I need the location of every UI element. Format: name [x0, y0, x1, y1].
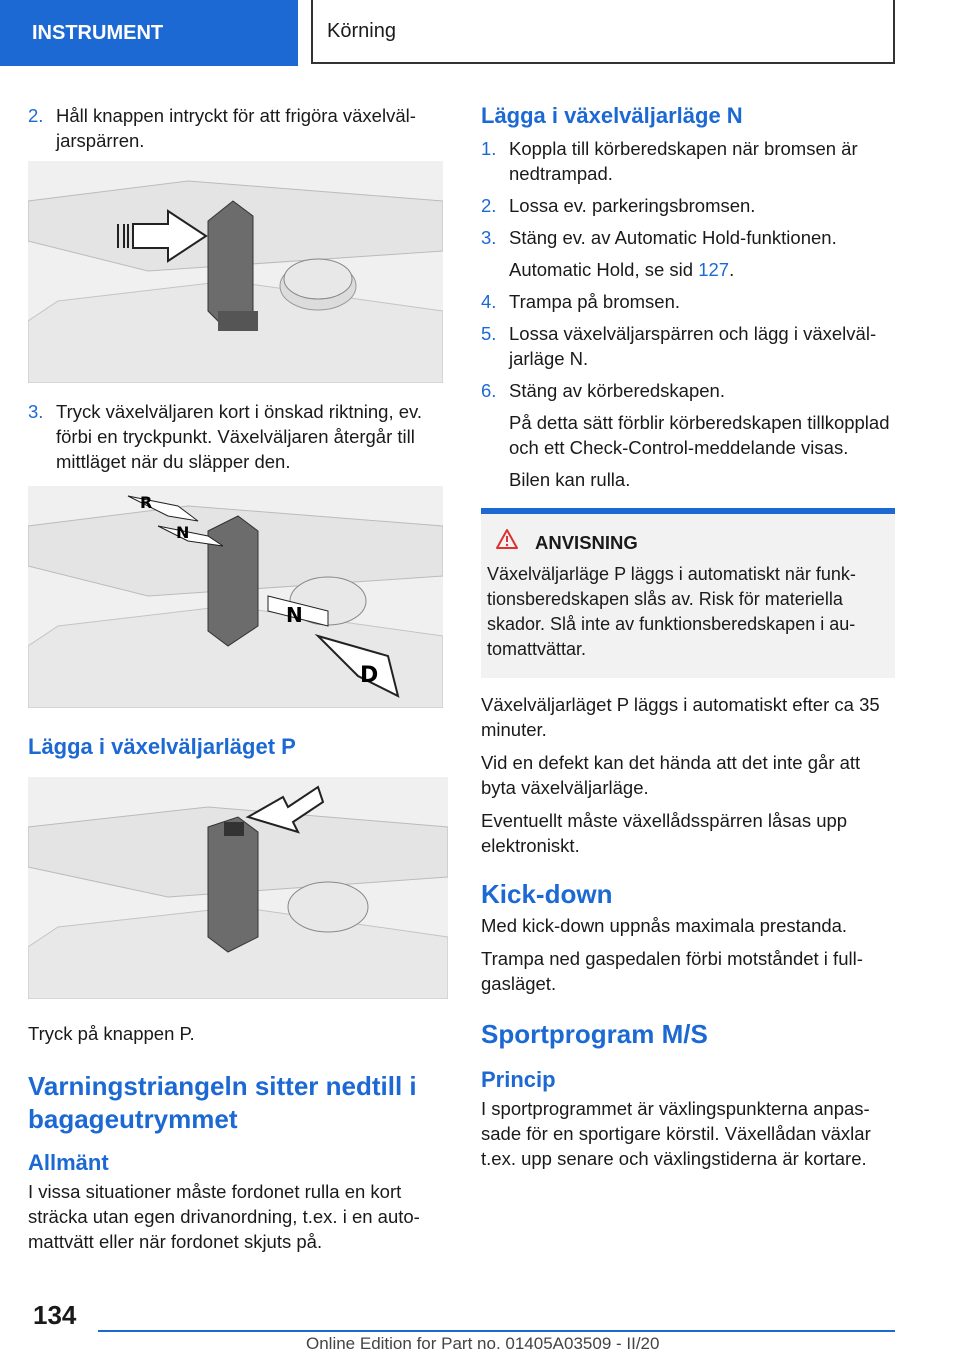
step-number: 4.	[481, 291, 497, 312]
notice-header	[487, 528, 887, 556]
step-6-note: Bilen kan rulla.	[509, 469, 631, 490]
step-text: Koppla till körberedskapen när bromsen är nedtrampad.	[509, 138, 858, 184]
left-column	[28, 103, 448, 1262]
figure-label-n: N	[176, 523, 190, 542]
step-text: Stäng ev. av Automatic Hold-funktionen.	[509, 227, 837, 248]
step-text: Stäng av körberedskapen.	[509, 380, 725, 401]
page-link[interactable]: 127	[698, 259, 730, 280]
step-number: 5.	[481, 323, 497, 344]
right-column	[481, 103, 895, 1179]
notice-box	[481, 508, 895, 678]
chapter-tab: Körning	[311, 0, 895, 64]
heading-principle: Princip	[481, 1067, 556, 1092]
heading-kickdown: Kick-down	[481, 879, 613, 909]
figure-label-d: D	[360, 663, 379, 688]
step-number: 2.	[481, 195, 497, 216]
general-text: I vissa situationer måste fordonet rulla en kort sträcka utan egen drivanordning, t.ex. i en automattvätt eller när fordonet skjuts på.	[28, 1181, 420, 1252]
step-5	[481, 321, 895, 371]
heading-sport-program: Sportprogram M/S	[481, 1019, 708, 1049]
paragraph: Med kick-down uppnås maximala prestanda.	[481, 915, 848, 936]
notice-title: ANVISNING	[535, 531, 638, 553]
press-p-instruction: Tryck på knappen P.	[28, 1023, 195, 1044]
step-1	[481, 136, 895, 186]
reference-text: Automatic Hold, se sid	[509, 259, 699, 280]
page-number: 134	[33, 1300, 77, 1330]
heading-park-position: Lägga i växelväljarläget P	[28, 734, 296, 759]
principle-text: I sportprogrammet är växlingspunkterna anpassade för en sportigare körstil. Växellådan växlar t.ex. upp senare och växlingstiderna är kortare.	[481, 1098, 871, 1169]
step-2	[28, 103, 448, 153]
footer-divider	[98, 1330, 895, 1332]
step-number: 3.	[481, 227, 497, 248]
step-4	[481, 289, 895, 314]
step-3	[481, 225, 895, 250]
park-button-illustration	[28, 777, 448, 999]
automatic-hold-reference	[481, 257, 895, 282]
step-number: 6.	[481, 380, 497, 401]
paragraph: Eventuellt måste växellådsspärren låsas upp elektroniskt.	[481, 810, 848, 856]
step-2	[481, 193, 895, 218]
gear-selector-release-illustration	[28, 161, 443, 383]
reference-suffix: .	[729, 259, 735, 280]
footer-edition: Online Edition for Part no. 01405A03509 - II/20	[306, 1334, 660, 1353]
figure-label-r: R	[140, 493, 153, 512]
step-3	[28, 399, 448, 474]
step-6-note: På detta sätt förblir körberedskapen tillkopplad och ett Check-Control-meddelande visas.	[509, 412, 890, 458]
notice-text: Växelväljarläge P läggs i automatiskt när funktionsberedskapen slås av. Risk för materiella skador. Slå inte av funktionsberedskapen i automattvättar.	[487, 564, 856, 659]
paragraph: Vid en defekt kan det hända att det inte går att byta växelväljarläge.	[481, 752, 861, 798]
gear-selector-directions-illustration	[28, 486, 443, 708]
step-number: 3.	[28, 401, 44, 422]
step-text: Lossa ev. parkeringsbromsen.	[509, 195, 756, 216]
section-tab: INSTRUMENT	[0, 0, 298, 66]
step-text: Tryck växelväljaren kort i önskad riktning, ev. förbi en tryckpunkt. Växelväljaren återgår till mittläget när du släpper den.	[56, 401, 423, 472]
paragraph: Trampa ned gaspedalen förbi motståndet i fullgasläget.	[481, 948, 863, 994]
step-text: Lossa växelväljarspärren och lägg i växelväljarläge N.	[509, 323, 877, 369]
step-number: 1.	[481, 138, 497, 159]
heading-warning-triangle: Varningstriangeln sitter nedtill i bagageutrymmet	[28, 1071, 417, 1134]
step-6	[481, 378, 895, 403]
step-text: Trampa på bromsen.	[509, 291, 681, 312]
heading-general: Allmänt	[28, 1150, 109, 1175]
figure-label-n: N	[286, 603, 303, 627]
warning-triangle-icon	[495, 528, 535, 556]
step-text: Håll knappen intryckt för att frigöra växelväljarspärren.	[56, 105, 416, 151]
step-number: 2.	[28, 105, 44, 126]
paragraph: Växelväljarläget P läggs i automatiskt efter ca 35 minuter.	[481, 694, 880, 740]
heading-neutral-position: Lägga i växelväljarläge N	[481, 103, 743, 128]
